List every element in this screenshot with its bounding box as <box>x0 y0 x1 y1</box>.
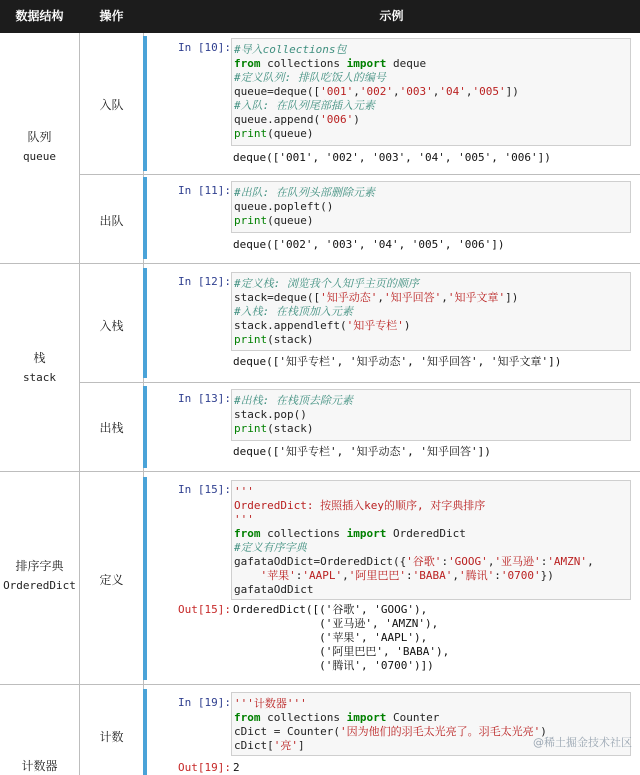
operation-push: 入栈 <box>99 319 124 333</box>
code-line <box>234 127 630 141</box>
code-token: queue=deque([ <box>234 85 321 98</box>
code-block <box>232 481 630 600</box>
code-token: ] <box>298 739 305 752</box>
notebook-cell[interactable] <box>143 477 640 680</box>
code-token: , <box>487 555 495 568</box>
code-token: ) <box>403 319 411 332</box>
output-prompt: Out[19]: <box>178 761 231 774</box>
code-token: , <box>392 85 400 98</box>
watermark: @稀土掘金技术社区 <box>533 736 632 749</box>
code-line <box>234 214 630 228</box>
code-token: queue.append( <box>234 113 321 126</box>
code-token: '谷歌' <box>406 555 442 568</box>
operation-define: 定义 <box>99 573 124 587</box>
structure-stack <box>0 349 79 387</box>
code-token: print <box>234 214 268 227</box>
code-token: gafataOdDict=OrderedDict({ <box>234 555 407 568</box>
code-token: '知乎回答' <box>383 291 442 304</box>
code-token: OrderedDict: 按照插入key的顺序, 对字典排序 <box>234 499 486 512</box>
input-prompt: In [12]: <box>178 275 231 288</box>
code-line <box>234 408 630 422</box>
code-token: #定义栈: 浏览我个人知乎主页的顺序 <box>234 277 419 290</box>
code-line <box>234 697 630 711</box>
code-token: '005' <box>472 85 506 98</box>
code-block <box>232 182 630 231</box>
code-token: #出栈: 在栈顶去除元素 <box>234 394 353 407</box>
code-token: : <box>295 569 303 582</box>
notebook-cell[interactable] <box>143 177 640 259</box>
structure-name: 栈 <box>33 351 46 365</box>
code-line <box>234 57 630 71</box>
structure-en-name: queue <box>22 150 57 163</box>
code-token: '''计数器''' <box>234 697 307 710</box>
code-token: collections <box>260 527 347 540</box>
structure-en-name: OrderedDict <box>3 579 76 592</box>
code-token: (stack) <box>267 422 314 435</box>
code-line <box>234 485 630 499</box>
code-token: '知乎专栏' <box>346 319 404 332</box>
input-prompt: In [19]: <box>178 696 231 709</box>
code-token: #定义有序字典 <box>234 541 307 554</box>
code-token: , <box>377 291 384 304</box>
row-divider <box>80 382 640 383</box>
code-line <box>234 113 630 127</box>
cell-selection-bar <box>143 36 147 171</box>
code-token <box>234 569 261 582</box>
code-token: '006' <box>320 113 354 126</box>
code-line <box>234 499 630 513</box>
code-token: #出队: 在队列头部删除元素 <box>234 186 375 199</box>
code-line <box>234 71 630 85</box>
row-divider <box>0 263 640 264</box>
code-token: '04' <box>439 85 466 98</box>
code-token: '腾讯' <box>459 569 495 582</box>
code-token: gafataOdDict <box>234 583 314 596</box>
code-token: stack.pop() <box>234 408 307 421</box>
code-token: print <box>234 127 268 140</box>
code-token: import <box>346 711 387 724</box>
code-token: '苹果' <box>260 569 296 582</box>
code-token: 'AAPL' <box>302 569 343 582</box>
header-operation: 操作 <box>99 9 124 23</box>
cell-selection-bar <box>143 268 147 378</box>
code-line <box>234 99 630 113</box>
code-token: , <box>465 85 473 98</box>
code-input[interactable] <box>231 389 631 441</box>
code-line <box>234 527 630 541</box>
code-token: from <box>234 57 261 70</box>
code-line <box>234 277 630 291</box>
code-token: ''' <box>234 513 254 526</box>
notebook-cell[interactable] <box>143 36 640 171</box>
code-token: ) <box>353 113 360 126</box>
code-token: #入栈: 在栈顶加入元素 <box>234 305 353 318</box>
code-token: from <box>234 527 261 540</box>
code-block <box>232 39 630 144</box>
code-token: stack=deque([ <box>234 291 321 304</box>
code-token: , <box>432 85 440 98</box>
code-token: }) <box>540 569 554 582</box>
operation-enqueue: 入队 <box>99 98 124 112</box>
code-input[interactable] <box>231 480 631 600</box>
code-token: , <box>452 569 459 582</box>
code-token: deque <box>386 57 427 70</box>
code-token: (queue) <box>267 214 314 227</box>
code-line <box>234 291 630 305</box>
code-line <box>234 711 630 725</box>
code-line <box>234 555 630 569</box>
code-token: '0700' <box>500 569 541 582</box>
cell-output: OrderedDict([('谷歌', 'GOOG'), ('亚马逊', 'AMZN'), ('苹果', 'AAPL'), ('阿里巴巴', 'BABA'), ('腾讯', '0700')]) <box>233 603 450 672</box>
code-token: '知乎文章' <box>447 291 506 304</box>
code-token: '因为他们的羽毛太光亮了。羽毛太光亮' <box>339 725 541 738</box>
code-token: import <box>346 527 387 540</box>
code-token: stack.appendleft( <box>234 319 347 332</box>
cell-output: deque(['知乎专栏', '知乎动态', '知乎回答', '知乎文章']) <box>233 355 562 368</box>
input-prompt: In [13]: <box>178 392 231 405</box>
code-token: '亮' <box>273 739 298 752</box>
code-token: print <box>234 422 268 435</box>
code-token: Counter <box>386 711 440 724</box>
code-token: : <box>406 569 413 582</box>
code-token: , <box>441 291 448 304</box>
code-token: 'AMZN' <box>547 555 588 568</box>
code-token: '001' <box>320 85 354 98</box>
code-token: '亚马逊' <box>494 555 541 568</box>
code-token: OrderedDict <box>386 527 466 540</box>
code-line <box>234 85 630 99</box>
structure-name: 排序字典 <box>15 559 64 573</box>
code-token: ]) <box>505 85 519 98</box>
code-input[interactable] <box>231 181 631 233</box>
code-token: '知乎动态' <box>320 291 378 304</box>
structure-counter <box>0 757 79 775</box>
code-line <box>234 333 630 347</box>
code-token: cDict[ <box>234 739 274 752</box>
code-line <box>234 186 630 200</box>
row-divider <box>0 684 640 685</box>
code-line <box>234 541 630 555</box>
code-block <box>232 390 630 439</box>
code-input[interactable] <box>231 38 631 146</box>
structure-name: 队列 <box>27 130 52 144</box>
cell-output: deque(['知乎专栏', '知乎动态', '知乎回答']) <box>233 445 491 458</box>
code-token: '阿里巴巴' <box>348 569 406 582</box>
code-token: print <box>234 333 268 346</box>
code-token: #导入collections包 <box>234 43 347 56</box>
notebook-cell[interactable] <box>143 386 640 468</box>
structure-en-name: stack <box>22 371 57 384</box>
notebook-cell[interactable] <box>143 689 640 775</box>
structure-ordereddict <box>0 557 79 595</box>
cell-selection-bar <box>143 386 147 468</box>
header-data-structure: 数据结构 <box>15 9 64 23</box>
code-token: : <box>494 569 501 582</box>
code-token: 'GOOG' <box>448 555 488 568</box>
output-prompt: Out[15]: <box>178 603 231 616</box>
code-token: , <box>342 569 349 582</box>
code-token: ) <box>540 725 547 738</box>
notebook-cell[interactable] <box>143 268 640 378</box>
code-token: cDict = Counter( <box>234 725 340 738</box>
code-line <box>234 305 630 319</box>
row-divider <box>80 174 640 175</box>
code-line <box>234 200 630 214</box>
cell-output: deque(['002', '003', '04', '005', '006']) <box>233 238 505 251</box>
code-token: #定义队列: 排队吃饭人的编号 <box>234 71 386 84</box>
code-line <box>234 583 630 597</box>
code-line <box>234 569 630 583</box>
code-token: collections <box>260 711 347 724</box>
code-line <box>234 394 630 408</box>
code-line <box>234 43 630 57</box>
code-token: ''' <box>234 485 254 498</box>
input-prompt: In [15]: <box>178 483 231 496</box>
cell-output: deque(['001', '002', '003', '04', '005', '006']) <box>233 151 551 164</box>
code-line <box>234 319 630 333</box>
code-token: queue.popleft() <box>234 200 334 213</box>
structure-name: 计数器 <box>21 759 58 773</box>
code-token: #入队: 在队列尾部插入元素 <box>234 99 375 112</box>
operation-pop: 出栈 <box>99 421 124 435</box>
code-token: '002' <box>359 85 393 98</box>
code-token: (queue) <box>267 127 314 140</box>
code-line <box>234 422 630 436</box>
operation-dequeue: 出队 <box>99 214 124 228</box>
code-block <box>232 273 630 350</box>
code-token: 'BABA' <box>412 569 453 582</box>
cell-selection-bar <box>143 477 147 680</box>
code-token: import <box>346 57 387 70</box>
cell-output: 2 <box>233 761 240 774</box>
code-token: : <box>540 555 548 568</box>
input-prompt: In [10]: <box>178 41 231 54</box>
input-prompt: In [11]: <box>178 184 231 197</box>
code-token: (stack) <box>267 333 314 346</box>
code-token: , <box>587 555 594 568</box>
code-line <box>234 513 630 527</box>
code-token: collections <box>260 57 347 70</box>
structure-queue <box>0 128 79 166</box>
code-input[interactable] <box>231 272 631 351</box>
column-divider <box>79 33 80 775</box>
code-token: from <box>234 711 261 724</box>
operation-count: 计数 <box>99 730 124 744</box>
row-divider <box>0 471 640 472</box>
cell-selection-bar <box>143 177 147 259</box>
code-token: '003' <box>399 85 433 98</box>
table-header <box>0 0 640 33</box>
cell-selection-bar <box>143 689 147 775</box>
header-example: 示例 <box>379 9 404 23</box>
code-token: : <box>441 555 449 568</box>
code-token: , <box>353 85 360 98</box>
code-token: ]) <box>505 291 519 304</box>
